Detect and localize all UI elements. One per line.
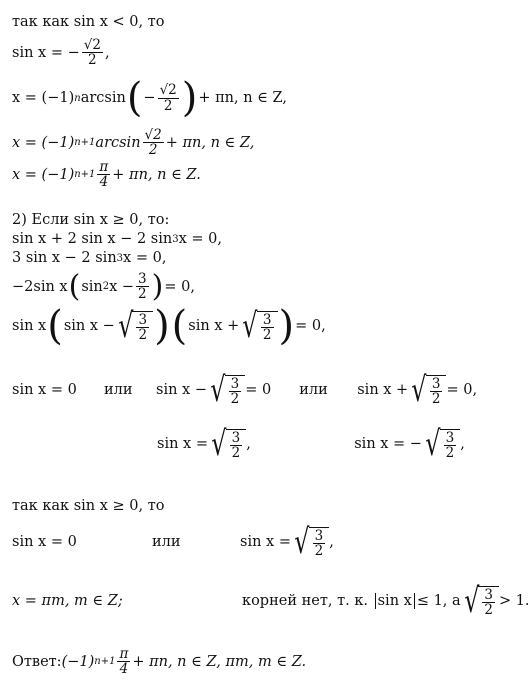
case-2-heading — [12, 212, 169, 228]
paren-close: ) — [278, 303, 295, 349]
paren-open: ( — [171, 303, 188, 349]
exponent: 3 — [116, 252, 124, 264]
eq-text: , — [104, 44, 110, 61]
fraction — [444, 431, 457, 460]
numerator: √2 — [83, 37, 101, 53]
numerator: 3 — [231, 429, 241, 446]
eq-text: arcsin — [80, 90, 126, 106]
eq-text: sin x — [12, 318, 47, 334]
text: 2) Если sin x ≥ 0, то: — [12, 212, 170, 228]
eq-text: sin x = 0 — [12, 382, 77, 399]
eq-text: sin x = — [157, 436, 208, 453]
case-row-4 — [12, 581, 530, 621]
numerator: 3 — [230, 375, 240, 392]
sqrt: √ $\frac{3}{2}$ — [115, 310, 153, 342]
equation-factor-roots — [12, 303, 326, 349]
paren-open: ( — [126, 75, 143, 121]
eq-text: sin x = − — [12, 44, 80, 61]
or-text: или — [104, 382, 133, 399]
eq-text: ≤ 1, а — [416, 593, 461, 610]
exponent: 2 — [102, 281, 110, 293]
condition-sin-negative — [12, 14, 164, 30]
case-row-3 — [12, 522, 334, 562]
eq-text: = 0 — [245, 382, 272, 399]
equation-arcsin — [12, 75, 287, 121]
eq-text: sin x − — [156, 382, 207, 399]
eq-text: , — [246, 436, 251, 453]
abs-value: sin x — [375, 593, 415, 609]
eq-text: x = (−1) — [12, 90, 75, 106]
text: так как sin x < 0, то — [12, 14, 165, 30]
exponent: n — [74, 92, 81, 104]
fraction — [230, 431, 243, 460]
eq-text: sin x − — [63, 318, 115, 334]
eq-text: x = (−1) — [12, 134, 75, 151]
exponent: n+1 — [74, 137, 96, 149]
denominator: 4 — [99, 174, 109, 191]
text: так как sin x ≥ 0, то — [12, 498, 165, 514]
answer-label: Ответ: — [12, 653, 62, 670]
fraction — [430, 377, 443, 406]
denominator: 2 — [231, 445, 241, 462]
eq-text: sin x + 2 sin x − 2 sin — [12, 231, 173, 247]
numerator: π — [119, 646, 129, 662]
sqrt: √ $\frac{3}{2}$ — [208, 428, 246, 460]
eq-text: = 0, — [295, 318, 326, 334]
numerator: 3 — [314, 527, 324, 544]
sqrt: √ $\frac{3}{2}$ — [207, 374, 245, 406]
condition-sin-nonnegative — [12, 498, 164, 514]
numerator: 3 — [445, 429, 455, 446]
fraction — [97, 160, 110, 189]
fraction — [117, 647, 130, 676]
eq-text: + πn, n ∈ Z. — [112, 166, 201, 183]
sqrt: √ $\frac{3}{2}$ — [408, 374, 446, 406]
eq-text: (−1) — [61, 653, 95, 670]
fraction — [482, 588, 495, 617]
sqrt: √ $\frac{3}{2}$ — [461, 585, 499, 617]
fraction — [261, 313, 274, 342]
sqrt: √ $\frac{3}{2}$ — [422, 428, 460, 460]
numerator: 3 — [484, 586, 493, 603]
numerator: 3 — [431, 375, 441, 392]
numerator: 3 — [262, 311, 272, 328]
eq-text: , — [329, 534, 334, 551]
eq-text: − — [143, 90, 156, 106]
denominator: 2 — [262, 326, 272, 343]
eq-text: x = πm, m ∈ Z; — [12, 593, 123, 610]
eq-text: x = (−1) — [12, 166, 75, 183]
sqrt: √ $\frac{3}{2}$ — [291, 526, 329, 558]
eq-text: sin x = — [240, 534, 291, 551]
fraction — [136, 313, 149, 342]
equation-solution-1 — [12, 160, 201, 189]
fraction — [82, 38, 103, 67]
denominator: 2 — [138, 326, 148, 343]
eq-text: sin x = 0 — [12, 534, 77, 551]
eq-text: + πn, n ∈ Z, πm, m ∈ Z. — [132, 653, 307, 670]
equation-arcsin-simplified — [12, 128, 254, 157]
exponent: 3 — [172, 233, 179, 245]
eq-text: sin x + — [357, 382, 409, 399]
denominator: 2 — [445, 445, 455, 462]
equation-factor — [12, 269, 195, 305]
denominator: 2 — [88, 52, 97, 69]
fraction — [313, 529, 326, 558]
eq-text: sin x + — [188, 318, 240, 334]
fraction — [158, 83, 179, 112]
eq-text: sin — [81, 278, 103, 295]
answer-line — [12, 647, 306, 676]
eq-text: = 0, — [164, 278, 195, 295]
eq-text: > 1. — [498, 593, 530, 610]
equation-sinx-value — [12, 38, 110, 67]
or-text: или — [299, 382, 328, 399]
numerator: √2 — [144, 127, 162, 143]
eq-text: + πn, n ∈ Z, — [198, 90, 287, 106]
denominator: 2 — [314, 543, 324, 560]
eq-text: arcsin — [95, 134, 141, 151]
eq-text: x = 0, — [178, 231, 222, 247]
numerator: √2 — [159, 82, 177, 99]
exponent: n+1 — [94, 656, 116, 668]
numerator: 3 — [138, 271, 147, 287]
or-text: или — [152, 534, 181, 551]
equation-combine — [12, 250, 166, 266]
eq-text: x − — [109, 278, 135, 295]
numerator: 3 — [138, 311, 148, 328]
denominator: 2 — [163, 97, 173, 114]
equation-expand — [12, 231, 222, 247]
eq-text: корней нет, т. к. — [242, 593, 368, 610]
denominator: 2 — [148, 142, 158, 159]
eq-text: −2sin x — [12, 278, 68, 295]
eq-text: , — [460, 436, 465, 453]
eq-text: 3 sin x − 2 sin — [12, 250, 117, 266]
fraction — [136, 272, 149, 301]
paren-open: ( — [68, 269, 81, 305]
eq-text: + πn, n ∈ Z, — [165, 134, 255, 151]
case-row-1 — [12, 370, 478, 410]
denominator: 4 — [119, 661, 129, 678]
paren-close: ) — [151, 269, 164, 305]
case-row-2 — [157, 424, 465, 464]
paren-close: ) — [181, 75, 198, 121]
sqrt: √ $\frac{3}{2}$ — [239, 310, 277, 342]
paren-close: ) — [154, 303, 170, 349]
numerator: π — [99, 159, 109, 175]
denominator: 2 — [431, 391, 441, 408]
denominator: 2 — [138, 286, 147, 303]
eq-text: x = 0, — [123, 250, 167, 266]
eq-text: sin x = − — [354, 436, 422, 453]
paren-open: ( — [47, 303, 63, 349]
denominator: 2 — [484, 602, 493, 619]
fraction — [229, 377, 242, 406]
denominator: 2 — [230, 391, 240, 408]
exponent: n+1 — [74, 169, 96, 181]
fraction — [143, 128, 164, 157]
eq-text: = 0, — [446, 382, 478, 399]
